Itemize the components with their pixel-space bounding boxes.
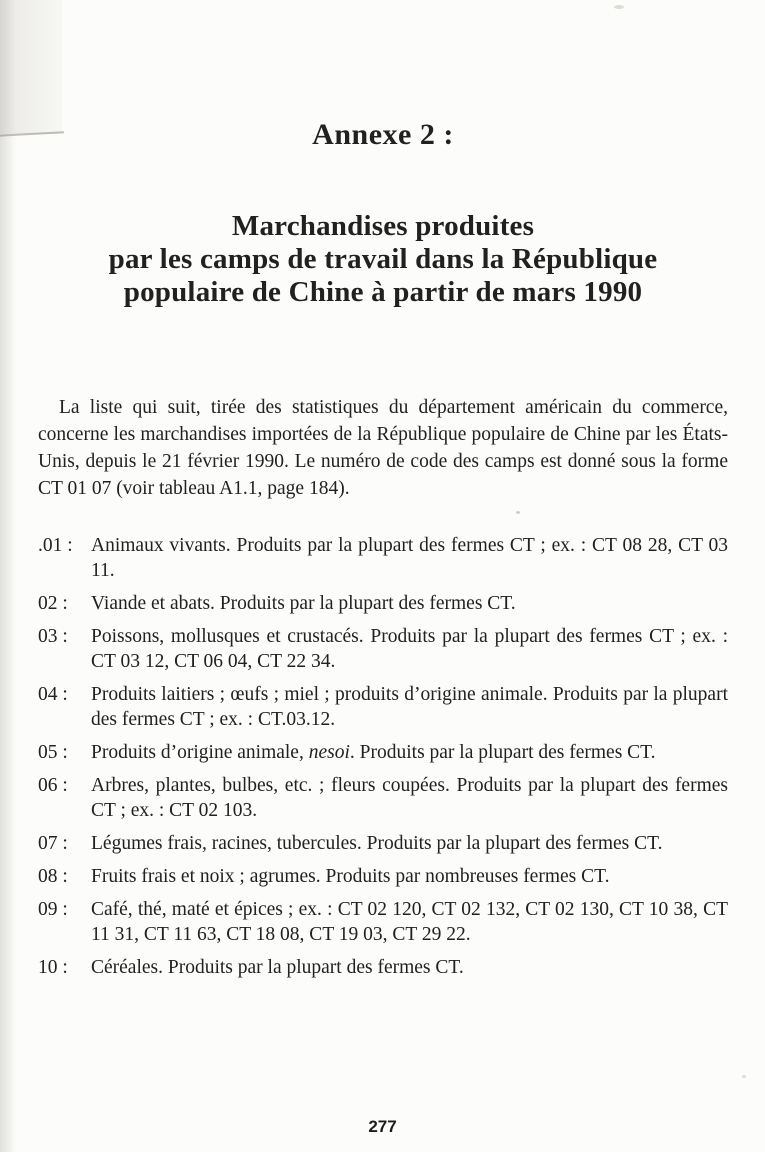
- item-number: 06 :: [38, 775, 68, 796]
- list-item-09: [38, 897, 728, 947]
- heading-line-2: par les camps de travail dans la République: [108, 243, 658, 275]
- list-item-06: [38, 773, 728, 823]
- intro-paragraph: La liste qui suit, tirée des statistiques du département américain du commerce, concerne les marchandises importées de la République populaire de Chine par les États-Unis, depuis le 21 février 1990. Le numéro de code des camps est donné sous la forme CT 01 07 (voir tableau A1.1, page 184).: [38, 397, 728, 499]
- list-item-02: [38, 591, 728, 616]
- list-item-07: [38, 831, 728, 856]
- item-text: Café, thé, maté et épices ; ex. : CT 02 120, CT 02 132, CT 02 130, CT 10 38, CT 11 31, CT 11 63, CT 18 08, CT 19 03, CT 29 22.: [91, 899, 728, 945]
- item-text: Légumes frais, racines, tubercules. Produits par la plupart des fermes CT.: [91, 833, 663, 854]
- item-text-segment: Produits d’origine animale,: [91, 742, 309, 763]
- item-number: .01 :: [38, 535, 73, 556]
- item-text: [91, 740, 728, 765]
- item-text: Produits laitiers ; œufs ; miel ; produits d’origine animale. Produits par la plupart des fermes CT ; ex. : CT.03.12.: [91, 684, 728, 730]
- list-item-08: [38, 864, 728, 889]
- item-text: Fruits frais et noix ; agrumes. Produits par nombreuses fermes CT.: [91, 866, 610, 887]
- corner-fold-shadow: [0, 0, 62, 134]
- item-number: 09 :: [38, 899, 68, 920]
- page-number: 277: [368, 1117, 397, 1136]
- item-number: 07 :: [38, 833, 68, 854]
- item-text: Céréales. Produits par la plupart des fermes CT.: [91, 957, 464, 978]
- item-number: 03 :: [38, 626, 68, 647]
- document-heading: [38, 210, 728, 309]
- annexe-title: Annexe 2 :: [312, 118, 454, 151]
- item-text: Poissons, mollusques et crustacés. Produits par la plupart des fermes CT ; ex. : CT 03 12, CT 06 04, CT 22 34.: [91, 626, 728, 672]
- item-number: 10 :: [38, 957, 68, 978]
- item-number: 08 :: [38, 866, 68, 887]
- italic-term: nesoi: [308, 742, 350, 763]
- item-text: Viande et abats. Produits par la plupart des fermes CT.: [91, 593, 516, 614]
- item-number: 04 :: [38, 684, 68, 705]
- scan-speck: [742, 1075, 746, 1078]
- heading-line-3: populaire de Chine à partir de mars 1990: [123, 276, 643, 308]
- item-text-segment: . Produits par la plupart des fermes CT.: [349, 742, 656, 763]
- commodity-list: [38, 533, 728, 980]
- page-left-edge-shadow: [0, 0, 16, 1152]
- heading-line-1: Marchandises produites: [231, 210, 535, 242]
- list-item-10: [38, 955, 728, 980]
- scan-speck: [614, 5, 624, 9]
- item-number: 05 :: [38, 742, 68, 763]
- list-item-03: [38, 624, 728, 674]
- scan-speck: [516, 511, 520, 514]
- list-item-04: [38, 682, 728, 732]
- item-number: 02 :: [38, 593, 68, 614]
- item-text: Arbres, plantes, bulbes, etc. ; fleurs coupées. Produits par la plupart des fermes CT ; ex. : CT 02 103.: [91, 775, 728, 821]
- list-item-01: [38, 533, 728, 583]
- item-text: Animaux vivants. Produits par la plupart des fermes CT ; ex. : CT 08 28, CT 03 11.: [91, 535, 728, 581]
- list-item-05: [38, 740, 728, 765]
